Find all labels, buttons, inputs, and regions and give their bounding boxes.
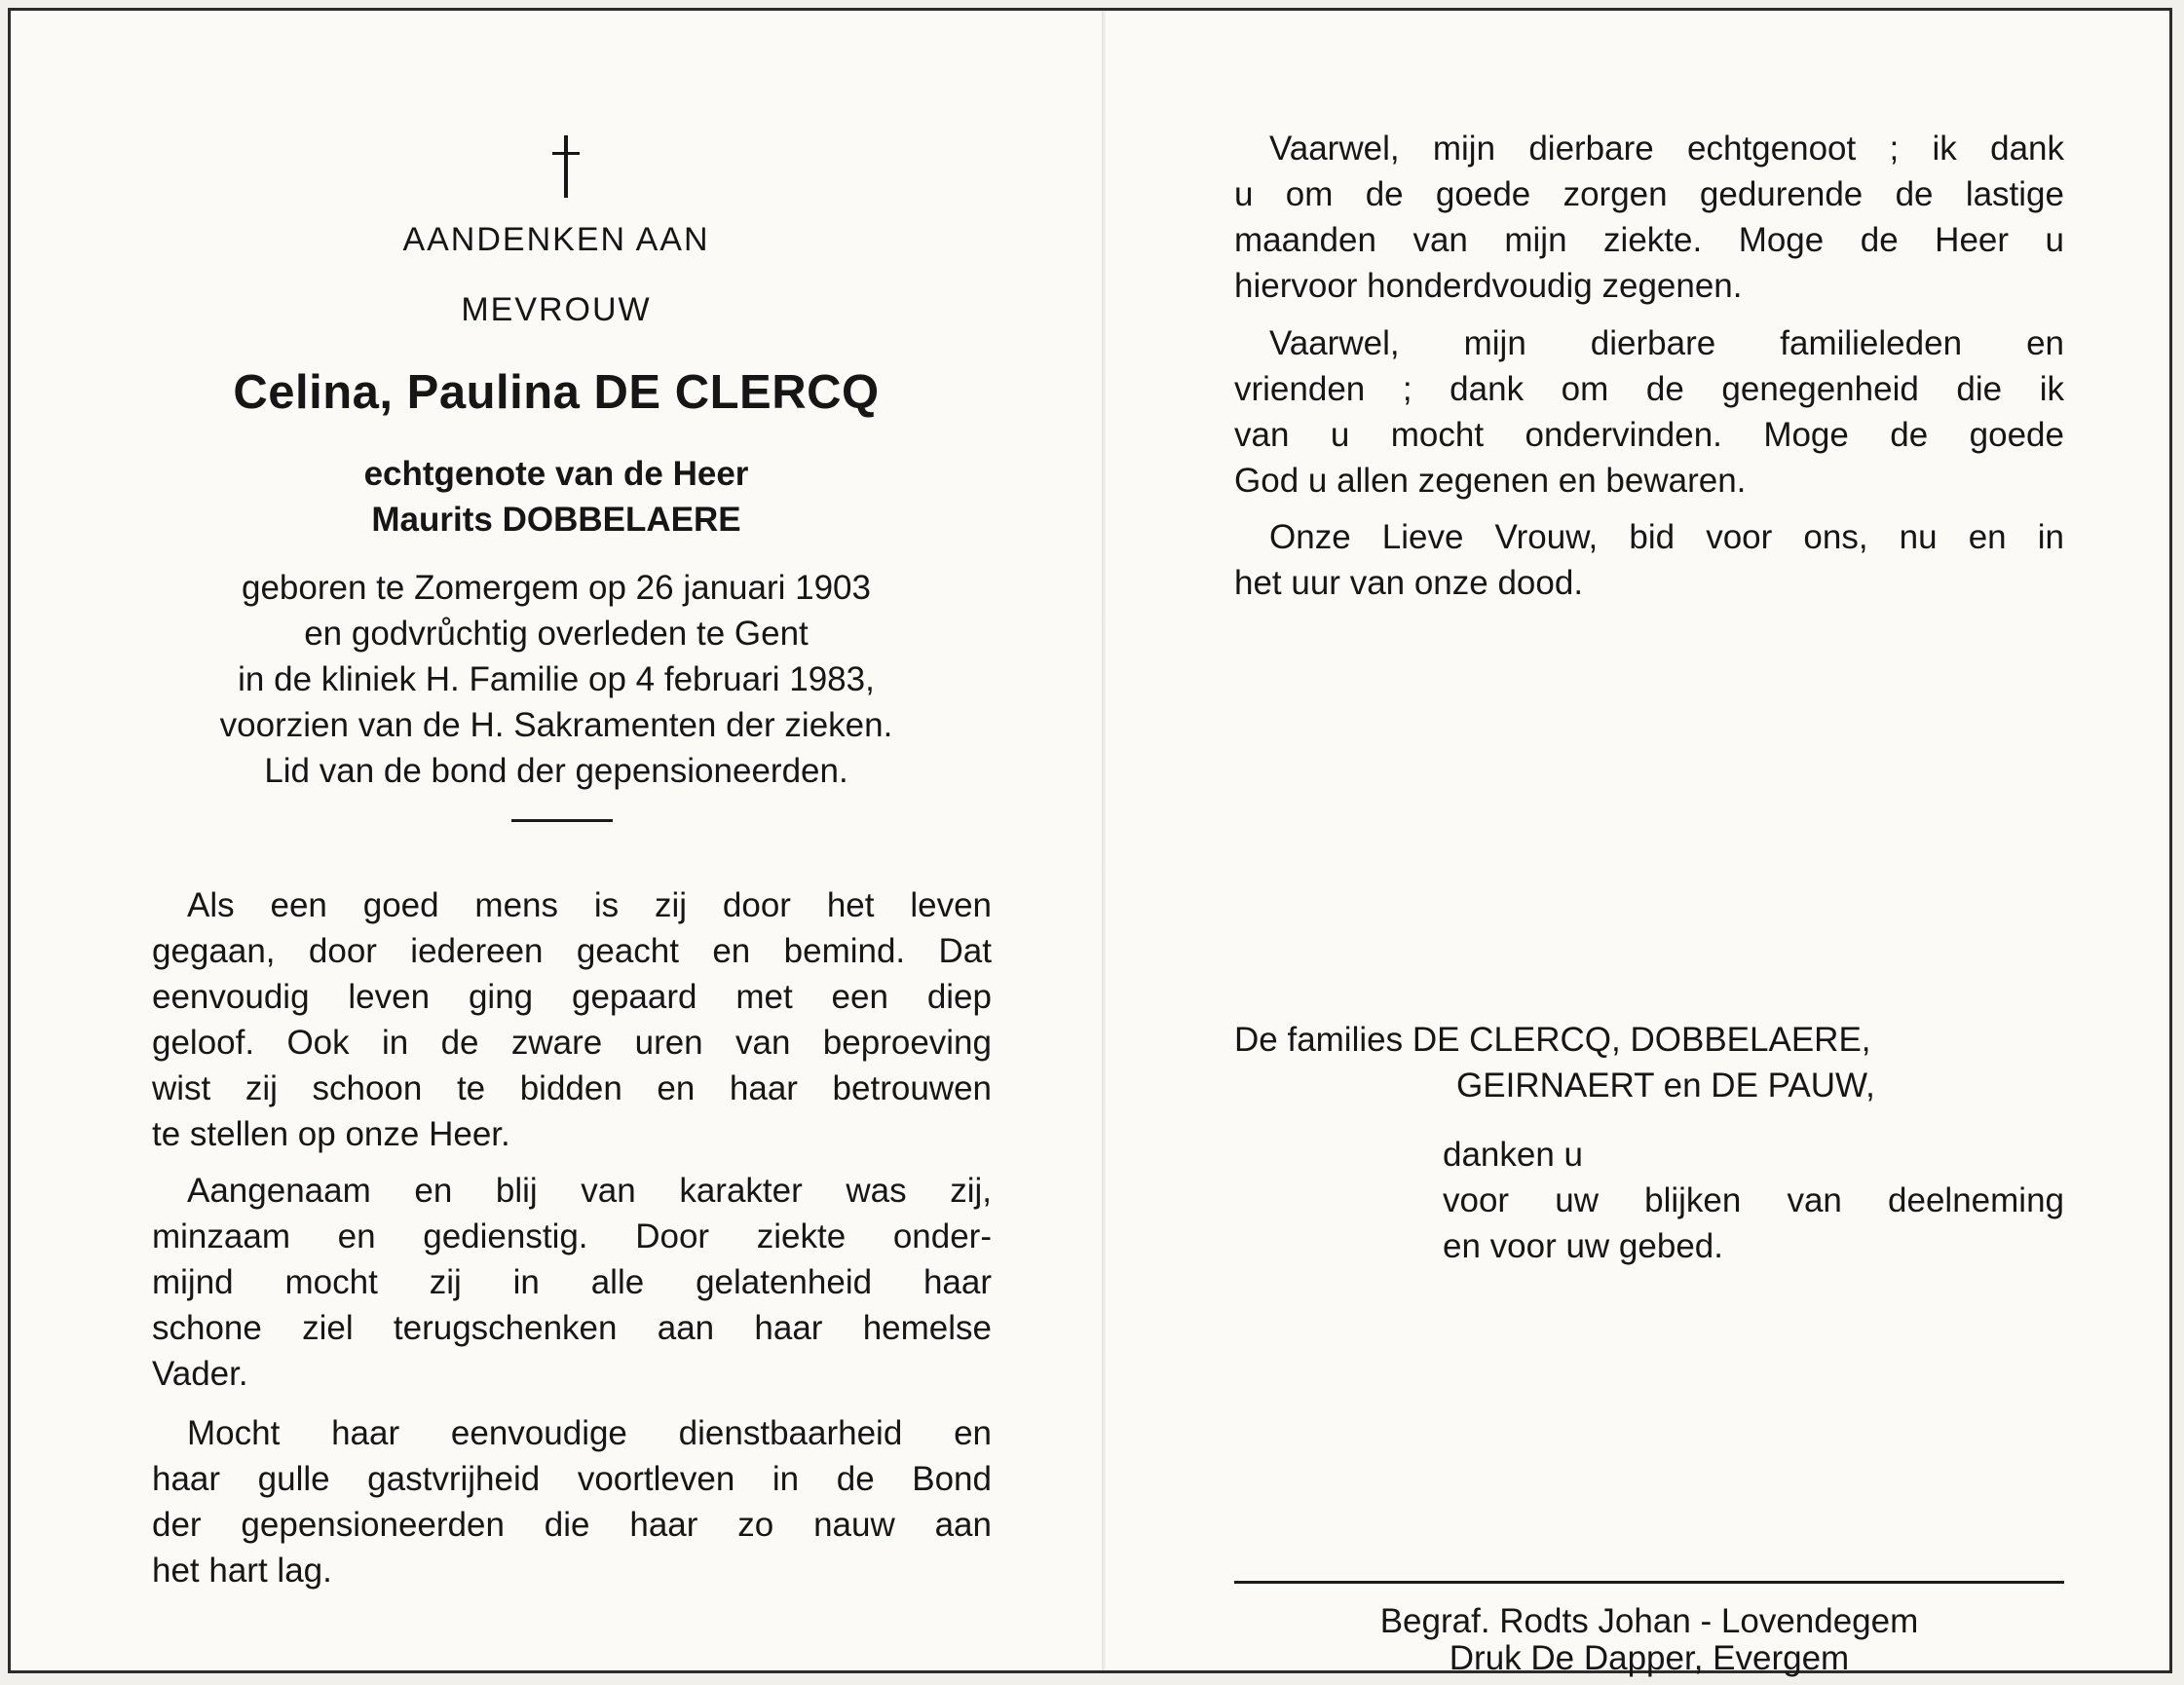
footer-line-2: Druk De Dapper, Evergem: [1449, 1639, 1850, 1677]
info-line: Lid van de bond der gepensioneerden.: [264, 752, 848, 790]
text-line: te stellen op onze Heer.: [152, 1115, 510, 1153]
text-line: mijnd mocht zij in alle gelatenheid haar: [152, 1263, 992, 1301]
spouse-line-2: Maurits DOBBELAERE: [371, 501, 741, 539]
text-line: Vaarwel, mijn dierbare echtgenoot ; ik dank: [1269, 130, 2064, 168]
info-line: geboren te Zomergem op 26 januari 1903: [242, 569, 871, 607]
text-line: Onze Lieve Vrouw, bid voor ons, nu en in: [1269, 518, 2064, 556]
text-line: voor uw blijken van deelneming: [1443, 1181, 2064, 1219]
text-line: gegaan, door iedereen geacht en bemind. Dat: [152, 932, 992, 970]
text-line: der gepensioneerden die haar zo nauw aan: [152, 1506, 992, 1544]
spouse-line-1: echtgenote van de Heer: [363, 455, 749, 493]
paragraph-2: [152, 1168, 992, 1397]
footer-rule: [1234, 1581, 2064, 1584]
text-line: van u mocht ondervinden. Moge de goede: [1234, 416, 2064, 454]
text-line: minzaam en gedienstig. Door ziekte onder-: [152, 1217, 992, 1255]
text-line: het uur van onze dood.: [1234, 564, 1584, 602]
thanks-line: danken u: [1443, 1136, 1584, 1174]
paragraph-1: [152, 882, 992, 1157]
prayer: [1234, 514, 2064, 606]
text-line: Als een goed mens is zij door het leven: [187, 886, 992, 924]
info-line: in de kliniek H. Familie op 4 februari 1983,: [238, 660, 875, 698]
text-line: Vaarwel, mijn dierbare familieleden en: [1269, 324, 2064, 362]
left-panel: [11, 11, 1102, 1670]
text-line: Vader.: [152, 1355, 248, 1393]
paragraph-3: [152, 1410, 992, 1593]
footer-line-1: Begraf. Rodts Johan - Lovendegem: [1379, 1602, 1919, 1640]
info-line: en godvrůchtig overleden te Gent: [304, 615, 809, 653]
info-line: voorzien van de H. Sakramenten der zieken.: [219, 706, 893, 744]
thanks-block: [1443, 1178, 2064, 1269]
farewell-family: [1234, 320, 2064, 504]
deceased-name: Celina, Paulina DE CLERCQ: [233, 366, 880, 419]
text-line: schone ziel terugschenken aan haar hemelse: [152, 1309, 992, 1347]
title-text: MEVROUW: [461, 291, 652, 328]
text-line: en voor uw gebed.: [1443, 1227, 1723, 1265]
text-line: Mocht haar eenvoudige dienstbaarheid en: [187, 1414, 992, 1452]
text-line: het hart lag.: [152, 1552, 332, 1590]
divider: [511, 819, 613, 822]
text-line: hiervoor honderdvoudig zegenen.: [1234, 267, 1743, 305]
right-panel: [1106, 11, 2175, 1677]
header-text: AANDENKEN AAN: [402, 221, 710, 258]
text-line: haar gulle gastvrijheid voortleven in de Bond: [152, 1460, 992, 1498]
farewell-spouse: [1234, 126, 2064, 309]
families-line-1: De families DE CLERCQ, DOBBELAERE,: [1234, 1021, 1871, 1059]
text-line: maanden van mijn ziekte. Moge de Heer u: [1234, 221, 2064, 259]
cross-icon: [552, 135, 580, 198]
text-line: u om de goede zorgen gedurende de lastige: [1234, 175, 2064, 213]
text-line: eenvoudig leven ging gepaard met een diep: [152, 978, 992, 1016]
text-line: vrienden ; dank om de genegenheid die ik: [1234, 370, 2064, 408]
text-line: geloof. Ook in de zware uren van beproeving: [152, 1024, 992, 1062]
memorial-card: [8, 8, 2172, 1677]
text-line: God u allen zegenen en bewaren.: [1234, 462, 1747, 500]
text-line: wist zij schoon te bidden en haar betrouwen: [152, 1069, 992, 1107]
text-line: Aangenaam en blij van karakter was zij,: [187, 1172, 992, 1210]
families-line-2: GEIRNAERT en DE PAUW,: [1456, 1067, 1875, 1105]
